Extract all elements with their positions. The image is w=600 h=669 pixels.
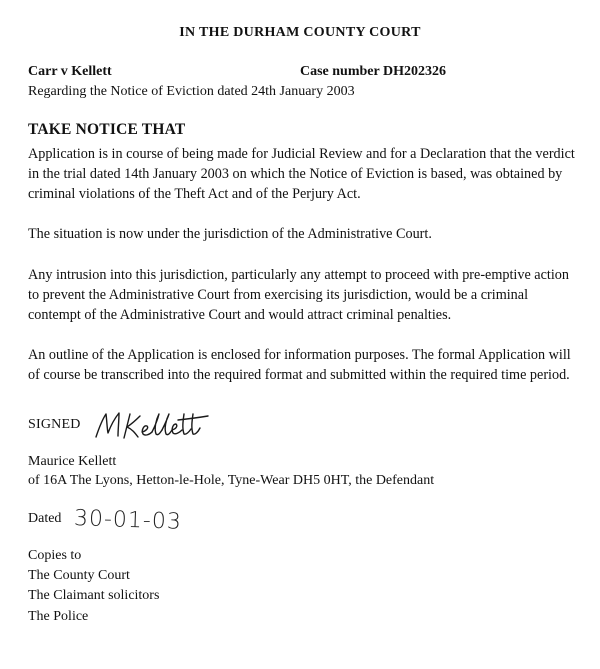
case-number: Case number DH202326 <box>300 64 446 79</box>
copies-heading: Copies to <box>28 548 82 563</box>
paragraph-outline: An outline of the Application is enclosed for information purposes. The formal Application will of course be transcribed into the required format and submitted within the required time period. <box>28 347 571 383</box>
dated-label: Dated <box>28 511 62 526</box>
case-parties: Carr v Kellett <box>28 64 112 79</box>
copies-block <box>28 546 159 627</box>
paragraph-jurisdiction: The situation is now under the jurisdiction of the Administrative Court. <box>28 226 432 242</box>
paragraph-intrusion-warning: Any intrusion into this jurisdiction, particularly any attempt to proceed with pre-emptive action to prevent the Administrative Court from exercising its jurisdiction, would be a criminal contempt of the Administrative Court and would attract criminal penalties. <box>28 267 569 323</box>
regarding-line: Regarding the Notice of Eviction dated 24th January 2003 <box>28 84 355 99</box>
signed-label: SIGNED <box>28 417 81 432</box>
court-heading: IN THE DURHAM COUNTY COURT <box>179 25 421 40</box>
signer-address: of 16A The Lyons, Hetton-le-Hole, Tyne-Wear DH5 0HT, the Defendant <box>28 473 435 488</box>
paragraph-application: Application is in course of being made for Judicial Review and for a Declaration that the verdict in the trial dated 14th January 2003 on which the Notice of Eviction is based, was obtained by criminal violations of the Theft Act and of the Perjury Act. <box>28 146 575 202</box>
notice-heading: TAKE NOTICE THAT <box>28 121 186 138</box>
copy-recipient: The Claimant solicitors <box>28 588 160 604</box>
signer-name: Maurice Kellett <box>28 454 117 469</box>
copy-recipient: The Police <box>28 608 89 624</box>
copy-recipient: The County Court <box>28 568 130 584</box>
handwritten-signature <box>92 408 212 442</box>
handwritten-date: 30-01-03 <box>73 506 183 535</box>
